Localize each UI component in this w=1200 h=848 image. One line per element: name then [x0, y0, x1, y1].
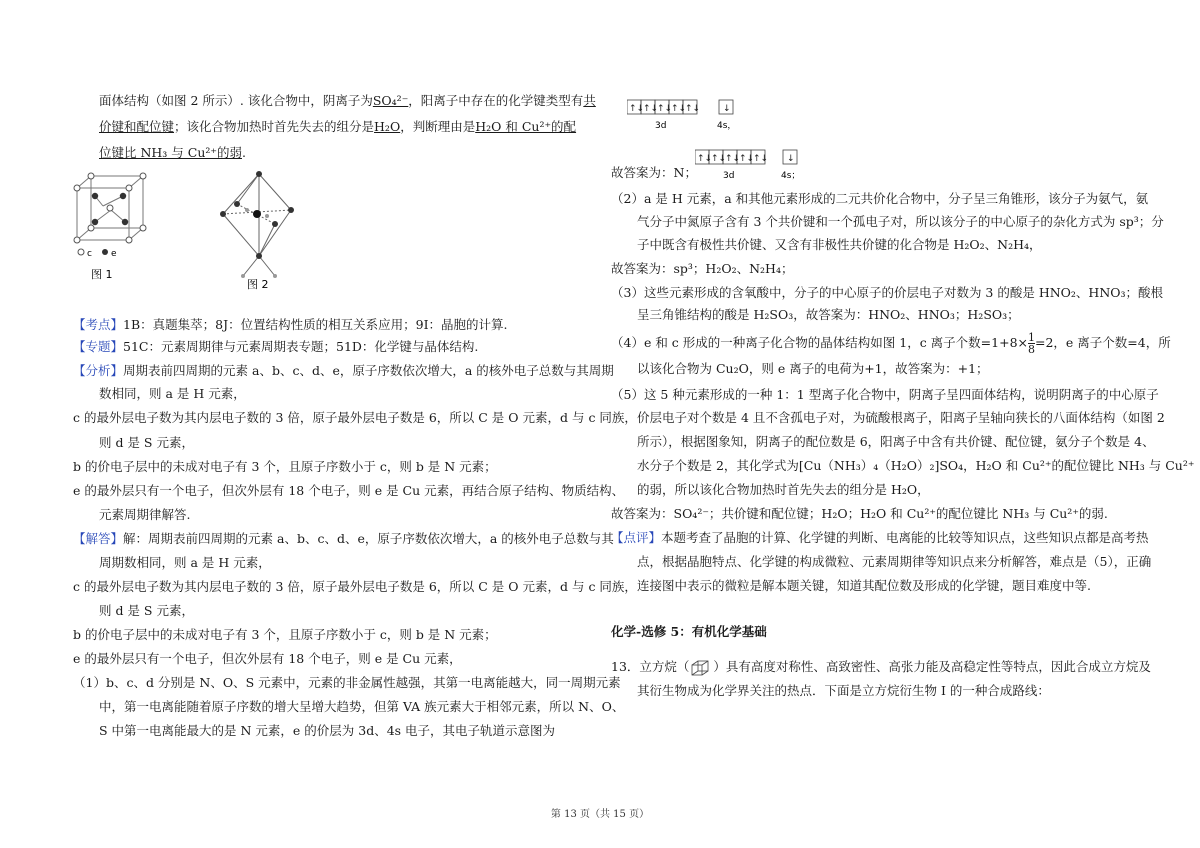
svg-text:↑↓: ↑↓: [671, 104, 687, 114]
text: 1B：真题集萃；8J：位置结构性质的相互关系应用；9I：晶胞的计算.: [123, 317, 508, 332]
svg-text:↑↓: ↑↓: [685, 104, 701, 114]
legend-label: e: [111, 249, 117, 259]
line: 中，第一电离能随着原子序数的增大呈增大趋势，但第 VA 族元素大于相邻元素，所以 N、O、: [99, 699, 625, 714]
section-tag: 【点评】: [611, 530, 662, 545]
line: 则 d 是 S 元素，: [99, 603, 194, 618]
line: c 的最外层电子数为其内层电子数的 3 倍，原子最外层电子数是 6，所以 C 是 O 元素，d 与 c 同族，: [73, 579, 637, 594]
orbital-label: 3d: [723, 171, 735, 181]
text: （4）e 和 c 形成的一种离子化合物的晶体结构如图 1，c 离子个数=1+8×: [611, 335, 1028, 350]
line: 则 d 是 S 元素，: [99, 435, 194, 450]
line: 连接图中表示的微粒是解本题关键，知道其配位数及形成的化学键，题目难度中等.: [637, 578, 1091, 593]
line: [73, 530, 614, 548]
line: e 的最外层只有一个电子，但次外层有 18 个电子，则 e 是 Cu 元素，再结合原子结构、物质结构、: [73, 483, 625, 498]
line: e 的最外层只有一个电子，但次外层有 18 个电子，则 e 是 Cu 元素，: [73, 651, 462, 666]
text: 周期表前四周期的元素 a、b、c、d、e，原子序数依次增大，a 的核外电子总数与其周期: [123, 363, 614, 378]
line: [611, 332, 1171, 355]
svg-text:↓: ↓: [787, 154, 795, 164]
text: 本题考查了晶胞的计算、化学键的判断、电离能的比较等知识点，这些知识点都是高考热: [661, 530, 1149, 545]
text: ；该化合物加热时首先失去的组分是: [174, 119, 375, 134]
line: （5）这 5 种元素形成的一种 1：1 型离子化合物中，阴离子呈四面体结构，说明阴离子的中心原子: [611, 387, 1159, 402]
answer-blank: 价键和配位键: [99, 119, 175, 134]
text: 13．立方烷（: [611, 659, 690, 674]
line: 其衍生物成为化学界关注的热点．下面是立方烷衍生物 I 的一种合成路线：: [637, 683, 1050, 698]
answer-blank: 共: [583, 93, 596, 108]
cubane-icon: [689, 660, 713, 676]
line: 故答案为：SO₄²⁻；共价键和配位键；H₂O；H₂O 和 Cu²⁺的配位键比 NH₃ 与 Cu²⁺的弱.: [611, 506, 1108, 521]
svg-text:↓: ↓: [723, 104, 731, 114]
svg-text:↑↓: ↑↓: [629, 104, 645, 114]
line: 水分子个数是 2，其化学式为[Cu（NH₃）₄（H₂O）₂]SO₄，H₂O 和 Cu²⁺的配位键比 NH₃ 与 Cu²⁺: [637, 458, 1195, 473]
line: 故答案为：sp³；H₂O₂、N₂H₄；: [611, 261, 794, 276]
line: 所示），根据图象知，阴离子的配位数是 6，阳离子中含有共价键、配位键，氨分子个数是 4、: [637, 434, 1155, 449]
line: 气分子中氮原子含有 3 个共价键和一个孤电子对，所以该分子的中心原子的杂化方式为 sp³；分: [637, 214, 1164, 229]
line: c 的最外层电子数为其内层电子数的 3 倍，原子最外层电子数是 6，所以 C 是 O 元素，d 与 c 同族，: [73, 410, 637, 425]
answer-blank: H₂O: [374, 119, 401, 134]
svg-text:↑↓: ↑↓: [697, 154, 713, 164]
svg-text:↑↓: ↑↓: [711, 154, 727, 164]
svg-text:↑↓: ↑↓: [739, 154, 755, 164]
line: 以该化合物为 Cu₂O，则 e 离子的电荷为+1，故答案为：+1；: [637, 361, 989, 376]
line: 呈三角锥结构的酸是 H₂SO₃，故答案为：HNO₂、HNO₃；H₂SO₃；: [637, 307, 1020, 322]
line: [99, 92, 596, 110]
svg-text:↑↓: ↑↓: [753, 154, 769, 164]
text: ，判断理由是: [400, 119, 476, 134]
section-heading: 化学-选修 5：有机化学基础: [611, 624, 767, 639]
text: .: [242, 145, 246, 160]
line: b 的价电子层中的未成对电子有 3 个，且原子序数小于 c，则 b 是 N 元素；: [73, 627, 497, 642]
line: （1）b、c、d 分别是 N、O、S 元素中，元素的非金属性越强，其第一电离能越大，同一周期元素: [73, 675, 621, 690]
line: 价层电子对个数是 4 且不含孤电子对，为硫酸根离子，阳离子呈轴向狭长的八面体结构（如图 2: [637, 410, 1165, 425]
line: （3）这些元素形成的含氧酸中，分子的中心原子的价层电子对数为 3 的酸是 HNO₂、HNO₃；酸根: [611, 285, 1164, 300]
line: 数相同，则 a 是 H 元素，: [99, 386, 246, 401]
section-tag: 【考点】: [73, 317, 124, 332]
line: [73, 338, 478, 356]
figure-caption: 图 2: [247, 278, 269, 290]
line: 故答案为：N；: [611, 165, 697, 180]
orbital-label: 4s，: [717, 121, 737, 131]
line: 子中既含有极性共价键、又含有非极性共价键的化合物是 H₂O₂、N₂H₄，: [637, 237, 1042, 252]
fraction-denominator: 8: [1028, 343, 1035, 356]
line: S 中第一电离能最大的是 N 元素，e 的价层为 3d、4s 电子，其电子轨道示意图为: [99, 723, 556, 738]
line: [73, 362, 614, 380]
line: b 的价电子层中的未成对电子有 3 个，且原子序数小于 c，则 b 是 N 元素；: [73, 459, 497, 474]
line: [611, 658, 1151, 676]
figure-caption: 图 1: [91, 268, 113, 281]
line: [99, 144, 246, 162]
line: 点，根据晶胞特点、化学键的构成微粒、元素周期律等知识点来分析解答，难点是（5），正确: [637, 554, 1152, 569]
line: 周期数相同，则 a 是 H 元素，: [99, 555, 271, 570]
section-tag: 【专题】: [73, 339, 124, 354]
line: （2）a 是 H 元素，a 和其他元素形成的二元共价化合物中，分子呈三角锥形，该分子为氨气，氨: [611, 191, 1149, 206]
fraction-numerator: 1: [1028, 331, 1035, 344]
line: [73, 316, 507, 334]
line: [611, 529, 1149, 547]
svg-text:↑↓: ↑↓: [725, 154, 741, 164]
crystal-figure-2: [203, 166, 299, 290]
orbital-diagram-2: [695, 148, 835, 188]
crystal-figure-1: [73, 168, 153, 290]
text: 51C：元素周期律与元素周期表专题；51D：化学键与晶体结构.: [123, 339, 479, 354]
text: 面体结构（如图 2 所示）. 该化合物中，阴离子为: [99, 93, 373, 108]
line: 元素周期律解答.: [99, 507, 191, 522]
answer-blank: SO₄²⁻: [372, 93, 409, 108]
line: 的弱，所以该化合物加热时首先失去的组分是 H₂O，: [637, 482, 930, 497]
answer-blank: H₂O 和 Cu²⁺的配: [475, 119, 577, 134]
text: 解：周期表前四周期的元素 a、b、c、d、e，原子序数依次增大，a 的核外电子总数与其: [123, 531, 614, 546]
section-tag: 【解答】: [73, 531, 124, 546]
svg-text:↑↓: ↑↓: [657, 104, 673, 114]
line: [99, 118, 576, 136]
legend-label: c: [87, 249, 92, 259]
svg-text:↑↓: ↑↓: [643, 104, 659, 114]
page-footer: 第 13 页（共 15 页）: [550, 809, 650, 820]
text: =2，e 离子个数=4，所: [1035, 335, 1171, 350]
text: ）具有高度对称性、高致密性、高张力能及高稳定性等特点，因此合成立方烷及: [713, 659, 1151, 674]
text: ，阳离子中存在的化学键类型有: [408, 93, 584, 108]
orbital-label: 4s；: [781, 171, 801, 181]
answer-blank: 位键比 NH₃ 与 Cu²⁺的弱: [99, 145, 242, 160]
orbital-diagram-1: [627, 98, 767, 138]
section-tag: 【分析】: [73, 363, 124, 378]
fraction: [1028, 332, 1035, 355]
orbital-label: 3d: [655, 121, 667, 131]
